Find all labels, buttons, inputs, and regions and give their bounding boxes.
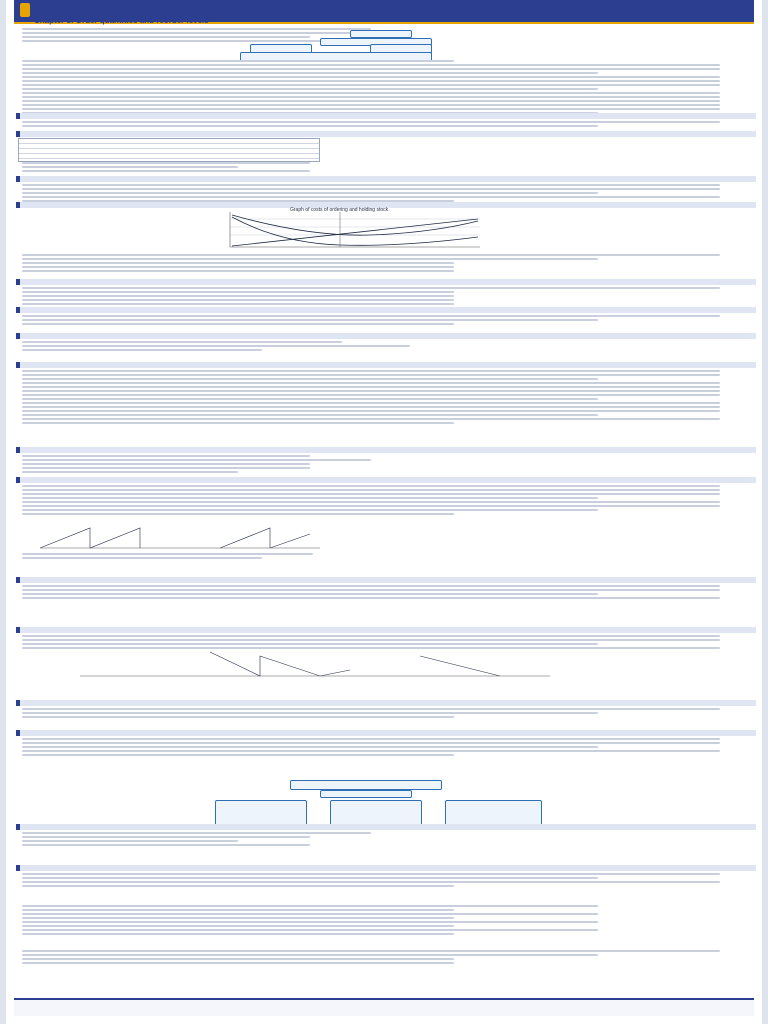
section-text [22, 950, 742, 966]
diagram-box [290, 780, 442, 790]
section-text [22, 184, 742, 204]
section-text [22, 635, 742, 651]
diagram-box [320, 790, 412, 798]
section-text [22, 370, 742, 426]
working-text [22, 162, 382, 174]
section-banner [16, 131, 756, 137]
formula-text [22, 553, 322, 561]
section-text [22, 738, 742, 758]
left-margin [0, 0, 6, 1024]
section-banner [16, 279, 756, 285]
page-footer [14, 998, 754, 1016]
section-text [22, 873, 742, 889]
worked-example [22, 341, 422, 353]
section-banner [16, 307, 756, 313]
section-banner [16, 627, 756, 633]
section-banner [16, 700, 756, 706]
chapter-heading-row [14, 8, 754, 25]
chart-title: Graph of costs of ordering and holding stock [290, 207, 389, 213]
section-banner [16, 333, 756, 339]
worked-example [22, 905, 742, 937]
diagram-box [215, 800, 307, 826]
section-text [22, 708, 742, 720]
diagram-box [445, 800, 542, 826]
section-banner [16, 865, 756, 871]
right-margin [762, 0, 768, 1024]
body-text [22, 60, 742, 116]
section-text [22, 315, 742, 327]
worked-example [22, 455, 382, 475]
section-banner [16, 824, 756, 830]
cost-chart [190, 207, 490, 253]
batch-diagram [30, 520, 330, 550]
section-banner [16, 176, 756, 182]
diagram-box [330, 800, 422, 826]
section-text [22, 287, 742, 307]
section-banner [16, 113, 756, 119]
section-text [22, 585, 742, 601]
section-banner [16, 730, 756, 736]
reorder-diagram [60, 650, 560, 680]
chapter-heading: Chapter 8: Order quantities and reorder levels [34, 16, 209, 25]
section-banner [16, 577, 756, 583]
section-text [22, 485, 742, 517]
diagram-box [350, 30, 412, 38]
data-table [18, 138, 320, 162]
worked-example [22, 832, 382, 848]
section-banner [16, 362, 756, 368]
section-text [22, 121, 742, 129]
chart-notes [22, 254, 742, 274]
section-banner [16, 477, 756, 483]
section-banner [16, 447, 756, 453]
